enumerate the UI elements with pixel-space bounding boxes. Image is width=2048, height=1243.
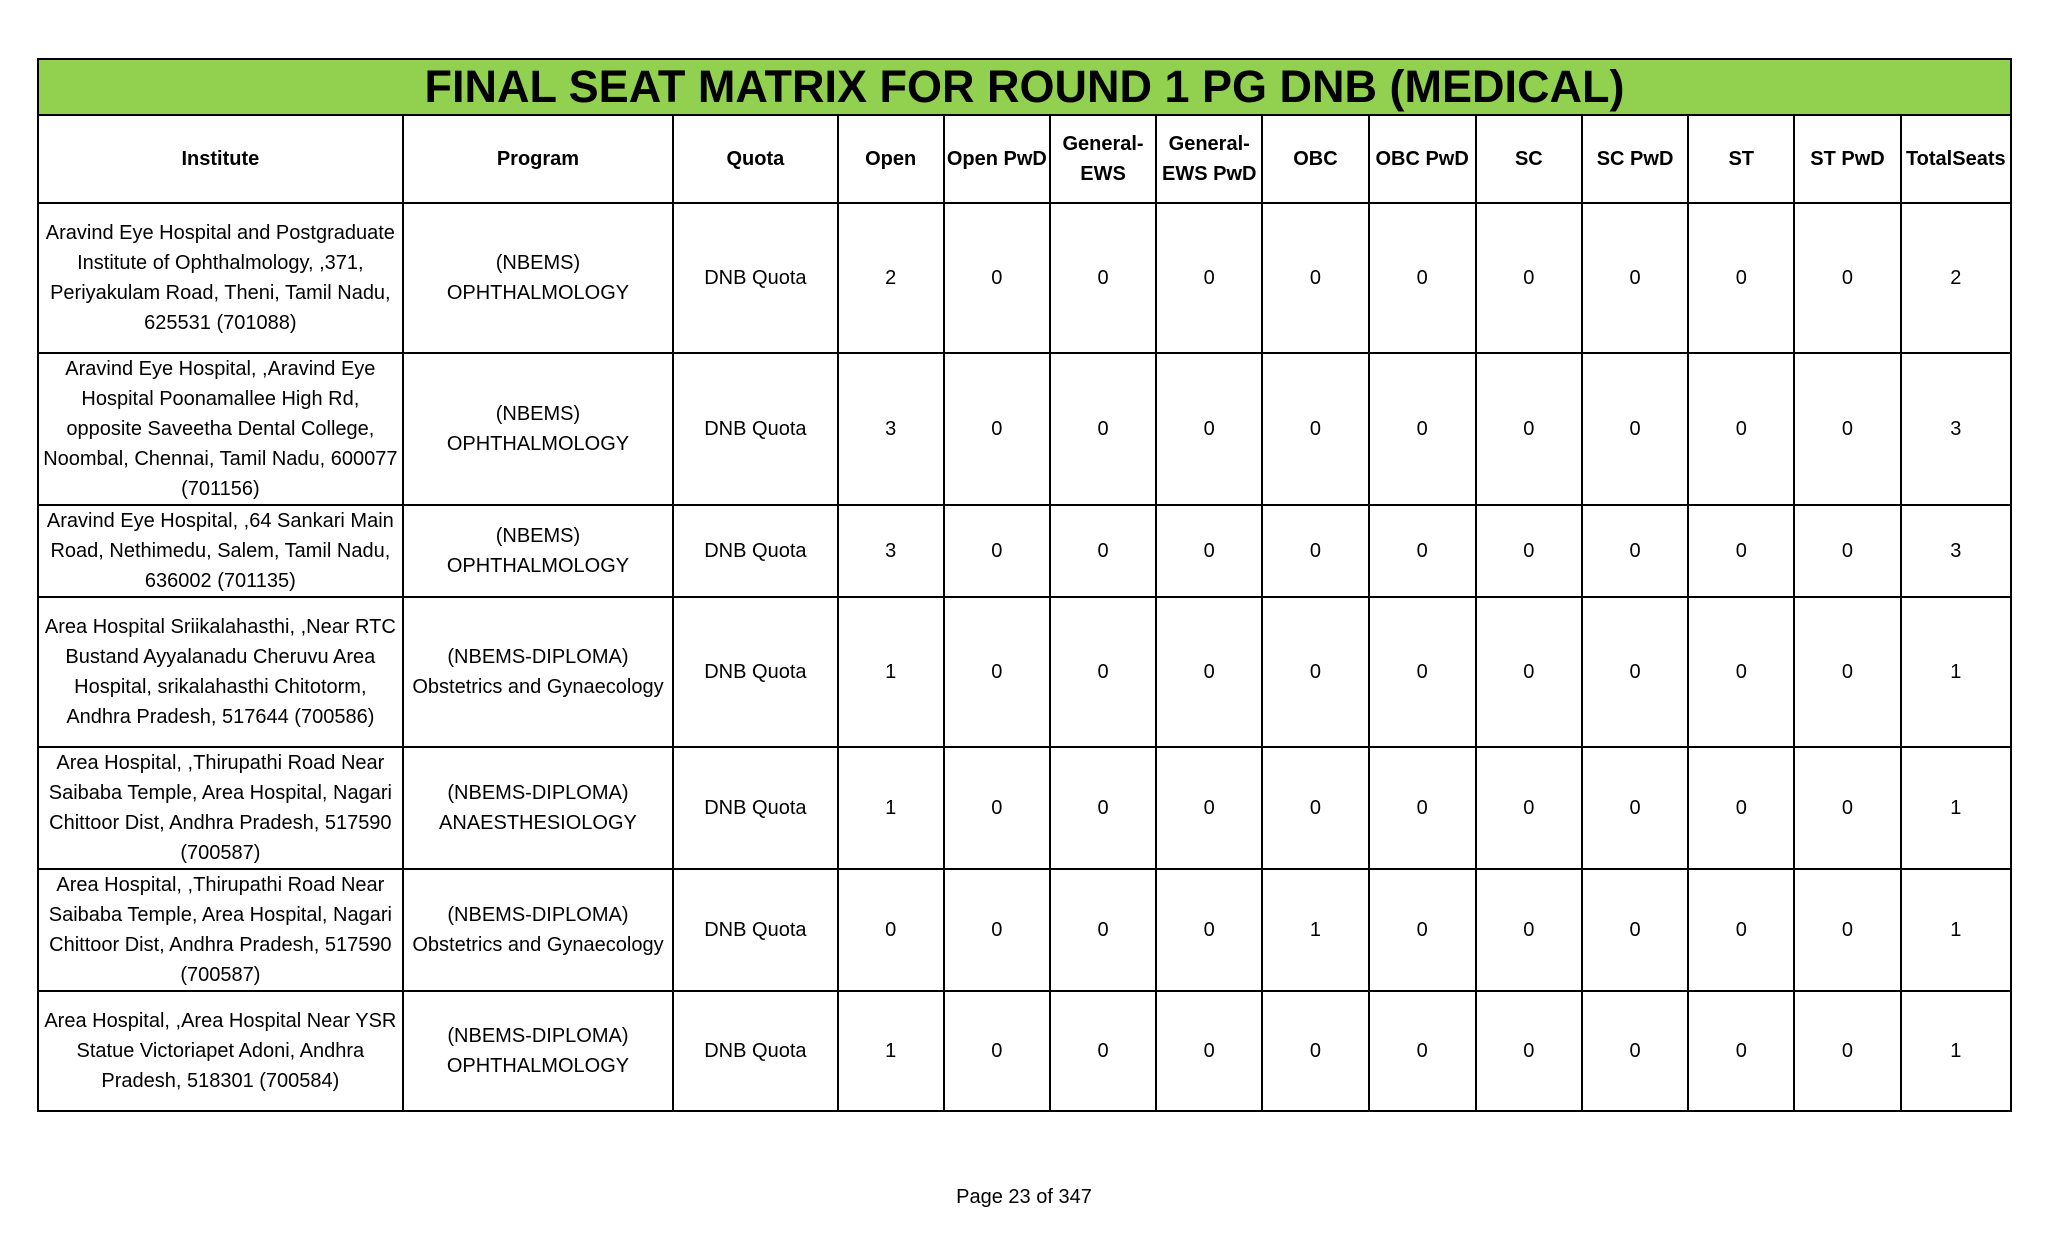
seat-count-cell-general-ews-pwd: 0 [1156, 203, 1262, 353]
seat-count-cell-obc-pwd: 0 [1369, 991, 1476, 1111]
seat-count-cell-obc-pwd: 0 [1369, 505, 1476, 597]
seat-count-cell-open: 1 [838, 747, 944, 869]
seat-count-cell-total-seats: 1 [1901, 747, 2011, 869]
seat-count-cell-general-ews: 0 [1050, 505, 1156, 597]
seat-count-cell-sc: 0 [1476, 203, 1582, 353]
seat-count-cell-sc-pwd: 0 [1582, 203, 1688, 353]
column-header-row [38, 115, 2011, 203]
seat-matrix-sheet [37, 58, 2012, 1112]
table-title: FINAL SEAT MATRIX FOR ROUND 1 PG DNB (MEDICAL) [38, 59, 2011, 115]
seat-count-cell-st-pwd: 0 [1794, 991, 1900, 1111]
seat-count-cell-total-seats: 1 [1901, 597, 2011, 747]
program-cell: (NBEMS) OPHTHALMOLOGY [403, 203, 674, 353]
seat-count-cell-open-pwd: 0 [944, 747, 1050, 869]
institute-cell: Area Hospital, ,Thirupathi Road Near Saibaba Temple, Area Hospital, Nagari Chittoor Dist, Andhra Pradesh, 517590 (700587) [38, 869, 403, 991]
column-header-obc: OBC [1262, 115, 1368, 203]
seat-count-cell-open-pwd: 0 [944, 869, 1050, 991]
institute-cell: Aravind Eye Hospital and Postgraduate Institute of Ophthalmology, ,371, Periyakulam Road, Theni, Tamil Nadu, 625531 (701088) [38, 203, 403, 353]
institute-cell: Aravind Eye Hospital, ,Aravind Eye Hospital Poonamallee High Rd, opposite Saveetha Dental College, Noombal, Chennai, Tamil Nadu, 600077 (701156) [38, 353, 403, 505]
seat-count-cell-general-ews: 0 [1050, 869, 1156, 991]
program-cell: (NBEMS-DIPLOMA) Obstetrics and Gynaecology [403, 597, 674, 747]
program-cell: (NBEMS) OPHTHALMOLOGY [403, 353, 674, 505]
seat-count-cell-open-pwd: 0 [944, 597, 1050, 747]
column-header-general-ews: General-EWS [1050, 115, 1156, 203]
program-cell: (NBEMS) OPHTHALMOLOGY [403, 505, 674, 597]
seat-count-cell-st-pwd: 0 [1794, 505, 1900, 597]
column-header-st: ST [1688, 115, 1794, 203]
seat-count-cell-total-seats: 3 [1901, 505, 2011, 597]
seat-count-cell-sc: 0 [1476, 991, 1582, 1111]
institute-cell: Area Hospital, ,Area Hospital Near YSR Statue Victoriapet Adoni, Andhra Pradesh, 518301 (700584) [38, 991, 403, 1111]
seat-count-cell-st: 0 [1688, 203, 1794, 353]
institute-cell: Aravind Eye Hospital, ,64 Sankari Main Road, Nethimedu, Salem, Tamil Nadu, 636002 (701135) [38, 505, 403, 597]
column-header-open: Open [838, 115, 944, 203]
seat-count-cell-sc-pwd: 0 [1582, 747, 1688, 869]
seat-count-cell-sc: 0 [1476, 869, 1582, 991]
quota-cell: DNB Quota [673, 597, 837, 747]
seat-count-cell-sc-pwd: 0 [1582, 505, 1688, 597]
seat-count-cell-obc: 0 [1262, 991, 1368, 1111]
table-row [38, 505, 2011, 597]
column-header-obc-pwd: OBC PwD [1369, 115, 1476, 203]
seat-count-cell-open: 1 [838, 991, 944, 1111]
column-header-general-ews-pwd: General-EWS PwD [1156, 115, 1262, 203]
seat-count-cell-open-pwd: 0 [944, 505, 1050, 597]
seat-count-cell-general-ews-pwd: 0 [1156, 353, 1262, 505]
page-number: Page 23 of 347 [956, 1186, 1092, 1208]
seat-count-cell-open-pwd: 0 [944, 353, 1050, 505]
seat-count-cell-general-ews-pwd: 0 [1156, 991, 1262, 1111]
table-row [38, 203, 2011, 353]
seat-count-cell-open: 3 [838, 505, 944, 597]
seat-count-cell-general-ews: 0 [1050, 597, 1156, 747]
program-cell: (NBEMS-DIPLOMA) Obstetrics and Gynaecology [403, 869, 674, 991]
column-header-program: Program [403, 115, 674, 203]
seat-count-cell-st-pwd: 0 [1794, 353, 1900, 505]
seat-count-cell-general-ews: 0 [1050, 353, 1156, 505]
seat-count-cell-st-pwd: 0 [1794, 597, 1900, 747]
seat-count-cell-st: 0 [1688, 597, 1794, 747]
seat-matrix-table [37, 58, 2012, 1112]
seat-count-cell-general-ews-pwd: 0 [1156, 747, 1262, 869]
seat-count-cell-total-seats: 2 [1901, 203, 2011, 353]
column-header-total-seats: TotalSeats [1901, 115, 2011, 203]
seat-count-cell-obc: 0 [1262, 747, 1368, 869]
seat-count-cell-general-ews: 0 [1050, 747, 1156, 869]
quota-cell: DNB Quota [673, 991, 837, 1111]
seat-count-cell-total-seats: 3 [1901, 353, 2011, 505]
seat-count-cell-obc: 0 [1262, 353, 1368, 505]
quota-cell: DNB Quota [673, 203, 837, 353]
seat-count-cell-obc-pwd: 0 [1369, 353, 1476, 505]
table-row [38, 869, 2011, 991]
column-header-institute: Institute [38, 115, 403, 203]
seat-count-cell-sc: 0 [1476, 597, 1582, 747]
seat-count-cell-open: 0 [838, 869, 944, 991]
table-body [38, 203, 2011, 1111]
seat-count-cell-st-pwd: 0 [1794, 747, 1900, 869]
seat-count-cell-obc-pwd: 0 [1369, 203, 1476, 353]
seat-count-cell-sc-pwd: 0 [1582, 991, 1688, 1111]
seat-count-cell-open-pwd: 0 [944, 203, 1050, 353]
seat-count-cell-st: 0 [1688, 747, 1794, 869]
institute-cell: Area Hospital, ,Thirupathi Road Near Saibaba Temple, Area Hospital, Nagari Chittoor Dist, Andhra Pradesh, 517590 (700587) [38, 747, 403, 869]
quota-cell: DNB Quota [673, 869, 837, 991]
seat-count-cell-st-pwd: 0 [1794, 203, 1900, 353]
institute-cell: Area Hospital Sriikalahasthi, ,Near RTC Bustand Ayyalanadu Cheruvu Area Hospital, srikalahasthi Chitotorm, Andhra Pradesh, 517644 (700586) [38, 597, 403, 747]
seat-count-cell-sc: 0 [1476, 353, 1582, 505]
seat-count-cell-obc-pwd: 0 [1369, 869, 1476, 991]
seat-count-cell-st: 0 [1688, 353, 1794, 505]
seat-count-cell-st: 0 [1688, 505, 1794, 597]
seat-count-cell-st: 0 [1688, 869, 1794, 991]
seat-count-cell-general-ews-pwd: 0 [1156, 869, 1262, 991]
seat-count-cell-open: 2 [838, 203, 944, 353]
seat-count-cell-obc: 0 [1262, 597, 1368, 747]
seat-count-cell-open: 1 [838, 597, 944, 747]
column-header-sc: SC [1476, 115, 1582, 203]
seat-count-cell-general-ews: 0 [1050, 203, 1156, 353]
seat-count-cell-sc-pwd: 0 [1582, 597, 1688, 747]
table-row [38, 747, 2011, 869]
column-header-sc-pwd: SC PwD [1582, 115, 1688, 203]
seat-count-cell-st-pwd: 0 [1794, 869, 1900, 991]
seat-count-cell-obc: 0 [1262, 203, 1368, 353]
program-cell: (NBEMS-DIPLOMA) ANAESTHESIOLOGY [403, 747, 674, 869]
table-row [38, 353, 2011, 505]
seat-count-cell-general-ews-pwd: 0 [1156, 597, 1262, 747]
seat-count-cell-sc-pwd: 0 [1582, 869, 1688, 991]
seat-count-cell-sc: 0 [1476, 747, 1582, 869]
column-header-st-pwd: ST PwD [1794, 115, 1900, 203]
quota-cell: DNB Quota [673, 353, 837, 505]
seat-count-cell-general-ews: 0 [1050, 991, 1156, 1111]
column-header-quota: Quota [673, 115, 837, 203]
seat-count-cell-general-ews-pwd: 0 [1156, 505, 1262, 597]
seat-count-cell-obc: 0 [1262, 505, 1368, 597]
column-header-open-pwd: Open PwD [944, 115, 1050, 203]
seat-count-cell-open: 3 [838, 353, 944, 505]
program-cell: (NBEMS-DIPLOMA) OPHTHALMOLOGY [403, 991, 674, 1111]
seat-count-cell-total-seats: 1 [1901, 869, 2011, 991]
quota-cell: DNB Quota [673, 747, 837, 869]
quota-cell: DNB Quota [673, 505, 837, 597]
seat-count-cell-sc-pwd: 0 [1582, 353, 1688, 505]
seat-count-cell-open-pwd: 0 [944, 991, 1050, 1111]
seat-count-cell-total-seats: 1 [1901, 991, 2011, 1111]
table-row [38, 991, 2011, 1111]
seat-count-cell-obc: 1 [1262, 869, 1368, 991]
table-row [38, 597, 2011, 747]
seat-count-cell-st: 0 [1688, 991, 1794, 1111]
seat-count-cell-obc-pwd: 0 [1369, 597, 1476, 747]
seat-count-cell-sc: 0 [1476, 505, 1582, 597]
seat-count-cell-obc-pwd: 0 [1369, 747, 1476, 869]
